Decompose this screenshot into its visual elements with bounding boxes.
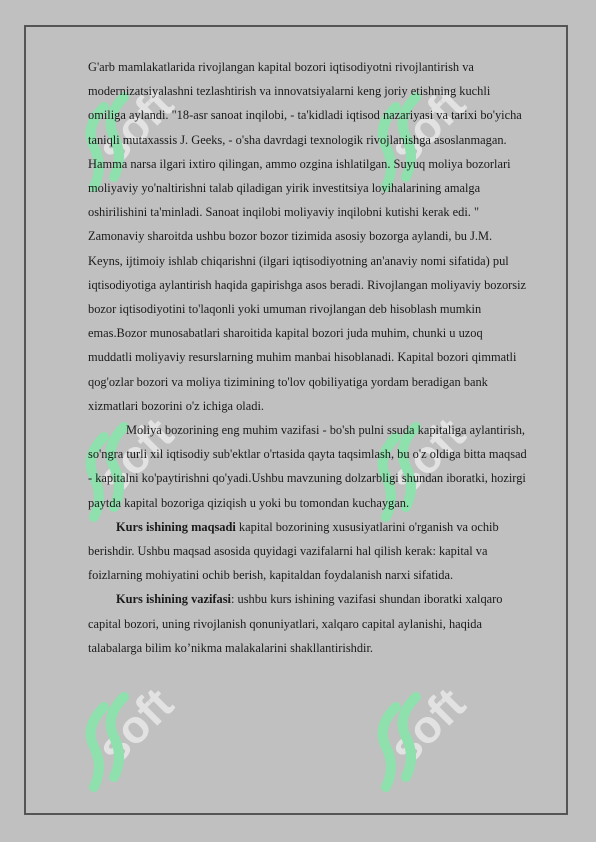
watermark-text: soft: [86, 407, 184, 504]
paragraph-goal: [88, 515, 528, 588]
goal-text: kapital bozorining xususiyatlarini o'rganish va ochib berishdir. Ushbu maqsad asosida quyidagi vazifalarni hal qilish kerak: kapital va foizlarning mohiyatini ochib berish, kapitaldan foydalanish narxi sifatida.: [88, 519, 499, 583]
paragraph-task: [88, 587, 528, 660]
paragraph-intro: G'arb mamlakatlarida rivojlangan kapital bozori iqtisodiyotni rivojlantirish va modernizatsiyalashni tezlashtirish va innovatsiyalarni keng joriy etishning kuchli omiliga aylandi. "18-asr sanoat inqilobi, - ta'kidladi iqtisod nazariyasi va tarixi bo'yicha taniqli mutaxassis J. Geeks, - o'sha davrdagi texnologik rivojlanishga asoslanmagan. Hamma narsa ilgari ixtiro qilingan, ammo ozgina ishlatilgan. Suyuq moliya bozorlari moliyaviy yo'naltirishni talab qiladigan yirik investitsiya loyihalarining amalga oshirilishini ta'minladi. Sanoat inqilobi moliyaviy inqilobni kutishi kerak edi. " Zamonaviy sharoitda ushbu bozor bozor tizimida asosiy bozorga aylandi, bu J.M. Keyns, ijtimoiy ishlab chiqarishni (ilgari iqtisodiyotning an'anaviy nomi sifatida) pul iqtisodiyotiga aylantirish haqida gapirishga asos beradi. Rivojlangan moliyaviy bozorsiz bozor iqtisodiyotini to'laqonli yoki umuman rivojlangan deb hisoblash mumkin emas.Bozor munosabatlari sharoitida kapital bozori juda muhim, chunki u uzoq muddatli moliyaviy resurslarning muhim manbai hisoblanadi. Kapital bozori qimmatli qog'ozlar bozori va moliya tizimining to'lov qobiliyatiga yordam beradigan bank xizmatlari bozorini o'z ichiga oladi.: [88, 60, 527, 413]
task-text: : ushbu kurs ishining vazifasi shundan iboratki xalqaro capital bozori, uning rivojlanish qonuniyatlari, xalqaro capital aylanishi, haqida talabalarga bilim ko’nikma malakalarini shakllantirishdir.: [88, 592, 503, 655]
watermark-text: soft: [378, 407, 476, 504]
document-body: [88, 55, 528, 660]
watermark-logo: [74, 667, 194, 817]
watermark-text: soft: [378, 677, 476, 774]
task-heading: Kurs ishining vazifasi: [116, 592, 231, 607]
document-page: [24, 25, 568, 815]
watermark-text: soft: [86, 77, 184, 174]
watermark-logo: [366, 667, 486, 817]
watermark-text: soft: [378, 77, 476, 174]
goal-heading: Kurs ishining maqsadi: [116, 519, 236, 534]
paragraph-function: Moliya bozorining eng muhim vazifasi - bo'sh pulni ssuda kapitaliga aylantirish, so'ngra turli xil iqtisodiy sub'ektlar o'rtasida qayta taqsimlash, bu o'z oldiga bitta maqsad - kapitalni ko'paytirishni qo'yadi.Ushbu mavzuning dolzarbligi shundan iboratki, hozirgi paytda kapital bozoriga qiziqish u yoki bu tomondan kuchaygan.: [88, 423, 527, 510]
watermark-text: soft: [86, 677, 184, 774]
